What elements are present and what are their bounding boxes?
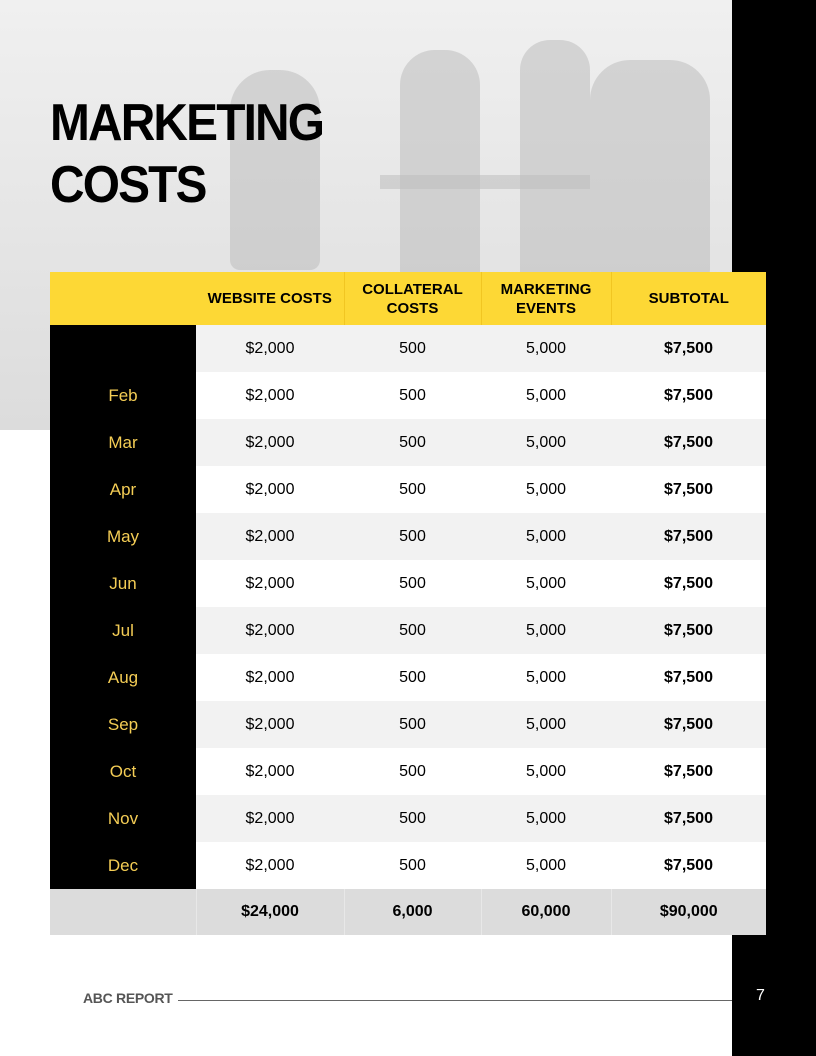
table-row [50,513,766,560]
month-cell: Oct [50,748,196,795]
website-cost-cell: $2,000 [196,560,344,607]
month-cell [50,325,196,372]
subtotal-cell: $7,500 [611,419,766,466]
events-cost-cell: 5,000 [481,325,611,372]
month-cell: Mar [50,419,196,466]
table-row [50,372,766,419]
table-row [50,466,766,513]
events-cost-cell: 5,000 [481,842,611,889]
footer-report-label: ABC REPORT [83,990,173,1006]
header-marketing-events-label: MARKETING EVENTS [500,280,592,317]
month-cell: Apr [50,466,196,513]
month-cell: Dec [50,842,196,889]
month-cell: Jul [50,607,196,654]
subtotal-cell: $7,500 [611,513,766,560]
website-cost-cell: $2,000 [196,372,344,419]
header-collateral-costs-label: COLLATERAL COSTS [362,280,463,317]
subtotal-cell: $7,500 [611,654,766,701]
table-row [50,701,766,748]
events-cost-cell: 5,000 [481,654,611,701]
table-body [50,325,766,889]
table-header-row [50,272,766,325]
website-cost-cell: $2,000 [196,842,344,889]
website-cost-cell: $2,000 [196,513,344,560]
total-collateral: 6,000 [344,889,481,935]
title-line-2: COSTS [50,156,206,214]
title-line-1: MARKETING [50,94,324,152]
collateral-cost-cell: 500 [344,795,481,842]
collateral-cost-cell: 500 [344,701,481,748]
website-cost-cell: $2,000 [196,419,344,466]
collateral-cost-cell: 500 [344,372,481,419]
subtotal-cell: $7,500 [611,748,766,795]
collateral-cost-cell: 500 [344,748,481,795]
collateral-cost-cell: 500 [344,607,481,654]
table-row [50,560,766,607]
website-cost-cell: $2,000 [196,795,344,842]
totals-row [50,889,766,935]
events-cost-cell: 5,000 [481,795,611,842]
events-cost-cell: 5,000 [481,513,611,560]
subtotal-cell: $7,500 [611,795,766,842]
events-cost-cell: 5,000 [481,466,611,513]
table-row [50,419,766,466]
header-website-costs: WEBSITE COSTS [196,272,344,325]
events-cost-cell: 5,000 [481,419,611,466]
website-cost-cell: $2,000 [196,654,344,701]
subtotal-cell: $7,500 [611,842,766,889]
subtotal-cell: $7,500 [611,466,766,513]
collateral-cost-cell: 500 [344,513,481,560]
subtotal-cell: $7,500 [611,607,766,654]
subtotal-cell: $7,500 [611,701,766,748]
page-number: 7 [756,987,765,1004]
month-cell: Nov [50,795,196,842]
events-cost-cell: 5,000 [481,748,611,795]
collateral-cost-cell: 500 [344,325,481,372]
month-cell: Jun [50,560,196,607]
month-cell: Feb [50,372,196,419]
events-cost-cell: 5,000 [481,701,611,748]
header-month-cell [50,272,196,325]
website-cost-cell: $2,000 [196,701,344,748]
footer-divider [178,1000,732,1001]
table-row [50,654,766,701]
table-row [50,607,766,654]
total-events: 60,000 [481,889,611,935]
month-cell: May [50,513,196,560]
events-cost-cell: 5,000 [481,607,611,654]
marketing-costs-table [50,272,766,935]
header-collateral-costs [344,272,481,325]
subtotal-cell: $7,500 [611,372,766,419]
collateral-cost-cell: 500 [344,842,481,889]
collateral-cost-cell: 500 [344,419,481,466]
totals-label [50,889,196,935]
page-title [50,92,323,216]
collateral-cost-cell: 500 [344,654,481,701]
events-cost-cell: 5,000 [481,372,611,419]
table-row [50,795,766,842]
total-website: $24,000 [196,889,344,935]
table-row [50,842,766,889]
month-cell: Sep [50,701,196,748]
subtotal-cell: $7,500 [611,325,766,372]
collateral-cost-cell: 500 [344,466,481,513]
subtotal-cell: $7,500 [611,560,766,607]
website-cost-cell: $2,000 [196,607,344,654]
website-cost-cell: $2,000 [196,748,344,795]
table-row [50,325,766,372]
website-cost-cell: $2,000 [196,466,344,513]
month-cell: Aug [50,654,196,701]
collateral-cost-cell: 500 [344,560,481,607]
website-cost-cell: $2,000 [196,325,344,372]
total-subtotal: $90,000 [611,889,766,935]
header-marketing-events [481,272,611,325]
table-row [50,748,766,795]
header-subtotal: SUBTOTAL [611,272,766,325]
events-cost-cell: 5,000 [481,560,611,607]
